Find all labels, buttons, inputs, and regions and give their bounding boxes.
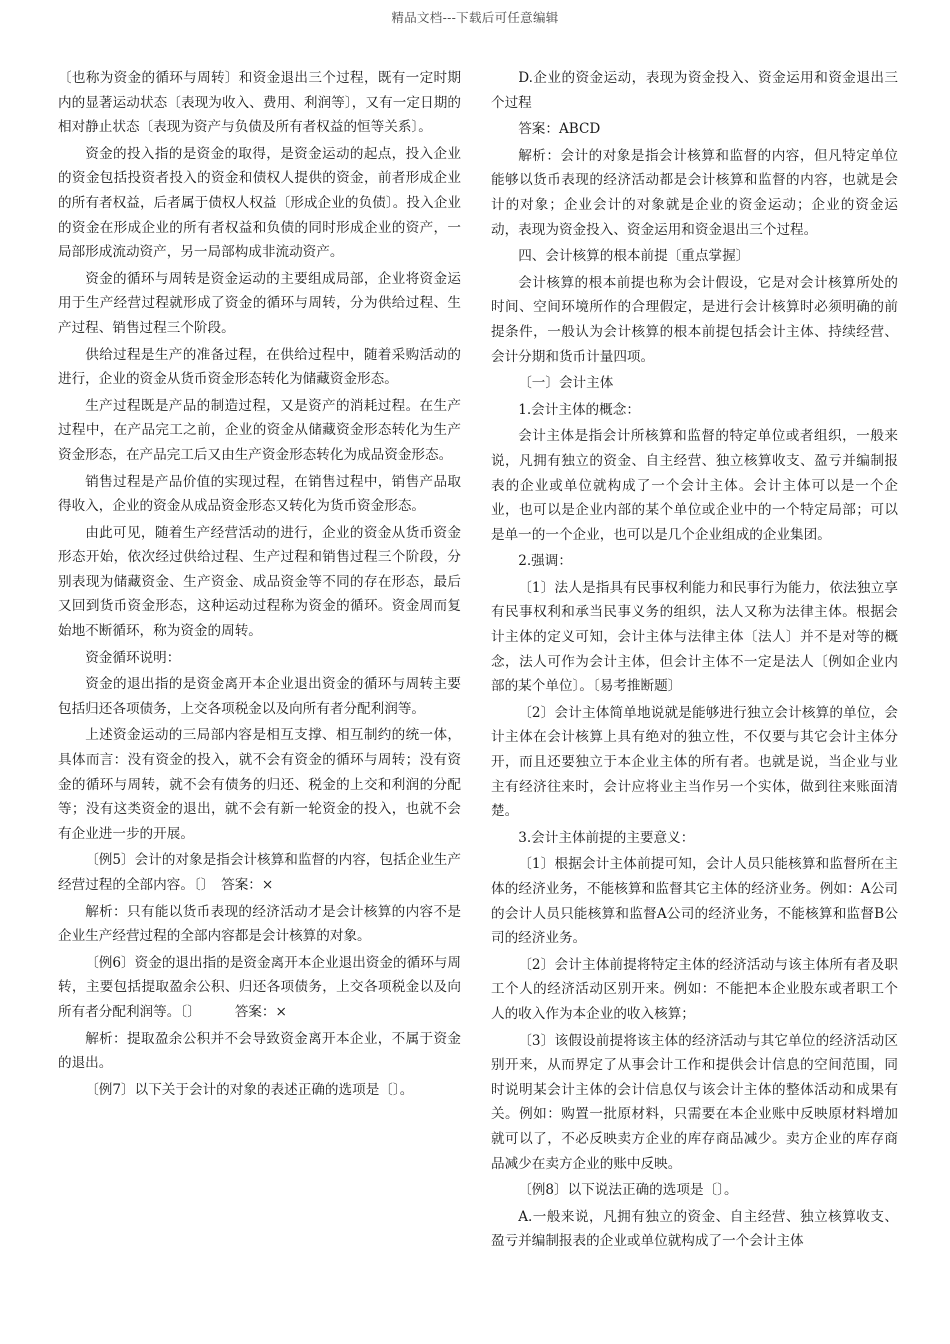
right-column [491,66,898,1256]
example-question: 〔例5〕会计的对象是指会计核算和监督的内容，包括企业生产经营过程的全部内容。〔〕 答案：× [58,852,461,893]
paragraph: 资金的投入指的是资金的取得，是资金运动的起点，投入企业的资金包括投资者投入的资金和债权人提供的资金，前者形成企业的所有者权益，后者属于债权人权益〔形成企业的负债〕。投入企业的资金在形成企业的所有者权益和负债的同时形成企业的资产，一局部形成流动资产，另一局部构成非流动资产。 [58,145,461,261]
option-item: D.企业的资金运动，表现为资金投入、资金运用和资金退出三个过程 [491,70,898,111]
paragraph: 销售过程是产品价值的实现过程，在销售过程中，销售产品取得收入，企业的资金从成品资金形态又转化为货币资金形态。 [58,473,461,515]
subsection-heading: 3.会计主体前提的主要意义： [518,829,695,846]
page-header: 精品文档---下载后可任意编辑 [391,10,559,25]
paragraph: 上述资金运动的三局部内容是相互支撑、相互制约的统一体，具体而言：没有资金的投入，就不会有资金的循环与周转；没有资金的循环与周转，就不会有债务的归还、税金的上交和利润的分配等；没有这类资金的退出，就不会有新一轮资金的投入，也就不会有企业进一步的开展。 [58,727,461,842]
paragraph: 〔1〕根据会计主体前提可知，会计人员只能核算和监督所在主体的经济业务，不能核算和监督其它主体的经济业务。例如：A公司的会计人员只能核算和监督A公司的经济业务，不能核算和监督B公司的经济业务。 [491,856,898,947]
paragraph: 由此可见，随着生产经营活动的进行，企业的资金从货币资金形态开始，依次经过供给过程、生产过程和销售过程三个阶段，分别表现为储藏资金、生产资金、成品资金等不同的存在形态，最后又回到货币资金形态，这种运动过程称为资金的循环。资金周而复始地不断循环，称为资金的周转。 [58,524,461,640]
paragraph: 会计核算的根本前提也称为会计假设，它是对会计核算所处的时间、空间环境所作的合理假定，是进行会计核算时必须明确的前提条件，一般认为会计核算的根本前提包括会计主体、持续经营、会计分期和货币计量四项。 [491,274,898,365]
paragraph: 会计主体是指会计所核算和监督的特定单位或者组织，一般来说，凡拥有独立的资金、自主经营、独立核算收支、盈亏并编制报表的企业或单位就构成了一个会计主体。会计主体可以是一个企业，也可以是企业内部的某个单位或企业中的一个特定局部；可以是单一的一个企业，也可以是几个企业组成的企业集团。 [491,428,898,543]
section-heading: 四、会计核算的根本前提〔重点掌握〕 [518,248,750,265]
explanation: 解析：提取盈余公积并不会导致资金离开本企业，不属于资金的退出。 [58,1030,461,1072]
paragraph: 供给过程是生产的准备过程，在供给过程中，随着采购活动的进行，企业的资金从货币资金形态转化为储藏资金形态。 [58,346,461,388]
paragraph: 〔2〕会计主体简单地说就是能够进行独立会计核算的单位，会计主体在会计核算上具有绝对的独立性，不仅要与其它会计主体分开，而且还要独立于本企业主体的所有者。也就是说，当企业与业主有经济往来时，会计应将业主当作另一个实体，做到往来账面清楚。 [491,704,898,820]
paragraph: 生产过程既是产品的制造过程，又是资产的消耗过程。在生产过程中，在产品完工之前，企业的资金从储藏资金形态转化为生产资金形态，在产品完工后又由生产资金形态转化为成品资金形态。 [58,397,461,463]
subsection-heading: 2.强调： [518,553,572,570]
explanation: 解析：会计的对象是指会计核算和监督的内容，但凡特定单位能够以货币表现的经济活动都是会计核算和监督的内容，也就是会计的对象；企业会计的对象就是企业的资金运动；企业的资金运动，表现为资金投入、资金运用和资金退出三个过程。 [491,147,898,238]
paragraph: 〔1〕法人是指具有民事权利能力和民事行为能力，依法独立享有民事权利和承当民事义务的组织，法人又称为法律主体。根据会计主体的定义可知，会计主体与法律主体〔法人〕并不是对等的概念，法人可作为会计主体，但会计主体不一定是法人〔例如企业内部的某个单位〕。〔易考推断题〕 [491,579,898,695]
explanation: 解析：只有能以货币表现的经济活动才是会计核算的内容不是企业生产经营过程的全部内容都是会计核算的对象。 [58,903,461,945]
paragraph: 〔3〕该假设前提将该主体的经济活动与其它单位的经济活动区别开来，从而界定了从事会计工作和提供会计信息的空间范围，同时说明某会计主体的会计信息仅与该会计主体的整体活动和成果有关。例如：购置一批原材料，只需要在本企业账中反映原材料增加就可以了，不必反映卖方企业的库存商品减少。卖方企业的库存商品减少在卖方企业的账中反映。 [491,1032,898,1172]
paragraph: 〔2〕会计主体前提将特定主体的经济活动与该主体所有者及职工个人的经济活动区别开来。例如：不能把本企业股东或者职工个人的收入作为本企业的收入核算； [491,956,898,1022]
paragraph: 资金循环说明： [85,649,181,666]
example-question: 〔例6〕资金的退出指的是资金离开本企业退出资金的循环与周转，主要包括提取盈余公积、归还各项债务，上交各项税金以及向所有者分配利润等。〔〕 答案：× [58,954,461,1020]
paragraph: 〔也称为资金的循环与周转〕和资金退出三个过程，既有一定时期内的显著运动状态〔表现为收入、费用、利润等〕，又有一定日期的相对静止状态〔表现为资产与负债及所有者权益的恒等关系〕。 [58,70,461,136]
subsection-heading: 〔一〕会计主体 [518,375,614,392]
left-column [58,66,461,1104]
subsection-heading: 1.会计主体的概念： [518,401,640,418]
option-item: A.一般来说，凡拥有独立的资金、自主经营、独立核算收支、盈亏并编制报表的企业或单位就构成了一个会计主体 [491,1208,898,1250]
paragraph: 资金的循环与周转是资金运动的主要组成局部，企业将资金运用于生产经营过程就形成了资金的循环与周转，分为供给过程、生产过程、销售过程三个阶段。 [58,270,461,336]
example-question: 〔例8〕以下说法正确的选项是〔〕。 [518,1182,738,1199]
example-question: 〔例7〕以下关于会计的对象的表述正确的选项是〔〕。 [85,1081,414,1098]
answer: 答案：ABCD [518,121,601,138]
paragraph: 资金的退出指的是资金离开本企业退出资金的循环与周转主要包括归还各项债务，上交各项税金以及向所有者分配利润等。 [58,676,461,717]
